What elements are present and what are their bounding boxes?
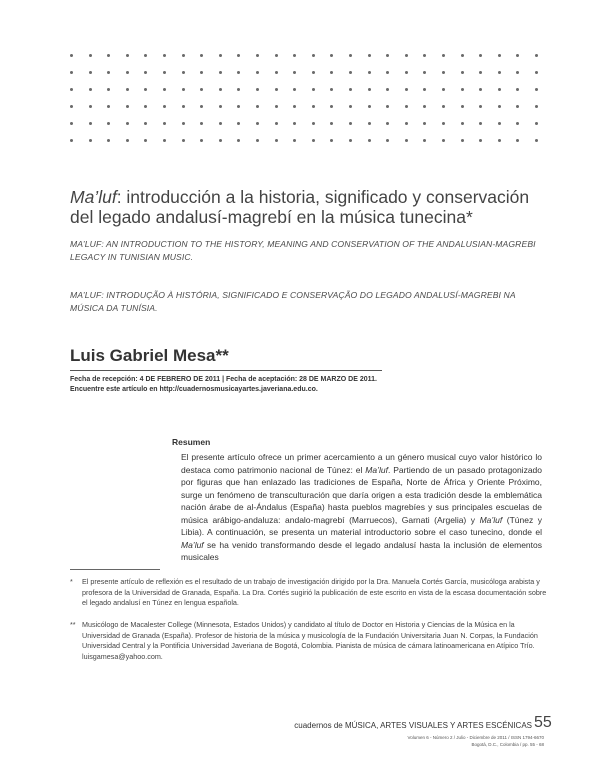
decorative-dot [442, 122, 445, 125]
decorative-dot [516, 122, 519, 125]
decorative-dot [312, 122, 315, 125]
decorative-dot [144, 71, 147, 74]
author-divider [70, 370, 382, 371]
decorative-dot [349, 71, 352, 74]
decorative-dot [516, 54, 519, 57]
decorative-dot [368, 88, 371, 91]
abstract-term: Ma’luf [181, 539, 204, 550]
decorative-dot [368, 105, 371, 108]
article-title [70, 187, 550, 227]
online-link-notice: Encuentre este artículo en http://cuadernosmusicayartes.javeriana.edu.co. [70, 386, 318, 393]
decorative-dot [200, 71, 203, 74]
decorative-dot [219, 105, 222, 108]
abstract-term: Ma’luf [479, 514, 503, 525]
decorative-dot [461, 71, 464, 74]
decorative-dot [461, 54, 464, 57]
decorative-dot [479, 71, 482, 74]
decorative-dot [498, 122, 501, 125]
article-title-portuguese: MA’LUF: INTRODUÇÃO À HISTÓRIA, SIGNIFICADO E CONSERVAÇÃO DO LEGADO ANDALUSÍ-MAGREBI NA MÚSICA DA TUNÍSIA. [70, 290, 516, 313]
decorative-dot [200, 88, 203, 91]
decorative-dot [516, 139, 519, 142]
decorative-dot [330, 54, 333, 57]
decorative-dot [330, 105, 333, 108]
decorative-dot [275, 54, 278, 57]
decorative-dot [330, 139, 333, 142]
decorative-dot [163, 139, 166, 142]
decorative-dot [498, 71, 501, 74]
decorative-dot [349, 105, 352, 108]
decorative-dot [479, 122, 482, 125]
reception-dates: Fecha de recepción: 4 DE FEBRERO DE 2011 | Fecha de aceptación: 28 DE MARZO DE 2011. [70, 376, 377, 383]
decorative-dot [423, 88, 426, 91]
decorative-dot [535, 88, 538, 91]
footnote-divider [70, 569, 160, 570]
article-title-term: Ma’luf [70, 187, 117, 207]
decorative-dot [163, 54, 166, 57]
article-title-english: MA’LUF: AN INTRODUCTION TO THE HISTORY, MEANING AND CONSERVATION OF THE ANDALUSIAN-MAGREBI LEGACY IN TUNISIAN MUSIC. [70, 239, 536, 262]
decorative-dot [423, 122, 426, 125]
decorative-dot [498, 88, 501, 91]
decorative-dot [70, 105, 73, 108]
decorative-dot [144, 139, 147, 142]
decorative-dot [70, 54, 73, 57]
decorative-dot [293, 54, 296, 57]
decorative-dot [330, 122, 333, 125]
decorative-dot [89, 122, 92, 125]
decorative-dot [349, 88, 352, 91]
decorative-dot [126, 88, 129, 91]
decorative-dot [516, 71, 519, 74]
decorative-dot [479, 88, 482, 91]
decorative-dot [144, 88, 147, 91]
decorative-dot [107, 139, 110, 142]
decorative-dot [423, 105, 426, 108]
decorative-dot [423, 71, 426, 74]
decorative-dot [516, 105, 519, 108]
decorative-dot [535, 54, 538, 57]
decorative-dot [405, 54, 408, 57]
decorative-dot [479, 54, 482, 57]
decorative-dot [535, 105, 538, 108]
decorative-dot [293, 139, 296, 142]
decorative-dot [219, 71, 222, 74]
decorative-dot [368, 122, 371, 125]
decorative-dot [516, 88, 519, 91]
decorative-dot [163, 122, 166, 125]
decorative-dot [70, 71, 73, 74]
footnote-text: El presente artículo de reflexión es el resultado de un trabajo de investigación dirigido por la Dra. Manuela Cortés García, musicóloga arabista y profesora de la Universidad de Granada, España. La Dra. Cortés sugirió la publicación de este escrito en vista de la escasa documentación sobre el legado andalusí en Túnez en lengua española. [82, 577, 547, 607]
decorative-dot [237, 122, 240, 125]
decorative-dot [144, 105, 147, 108]
decorative-dot [89, 139, 92, 142]
decorative-dot [237, 88, 240, 91]
abstract-body [181, 451, 542, 564]
decorative-dot [144, 54, 147, 57]
decorative-dot [386, 122, 389, 125]
decorative-dot [89, 105, 92, 108]
decorative-dot [126, 105, 129, 108]
decorative-dot [107, 54, 110, 57]
abstract-heading: Resumen [172, 437, 211, 447]
decorative-dot [330, 71, 333, 74]
decorative-dot [312, 88, 315, 91]
abstract-term: Ma’luf [365, 464, 388, 475]
decorative-dot [163, 71, 166, 74]
decorative-dot [275, 88, 278, 91]
decorative-dot [461, 105, 464, 108]
decorative-dot [330, 88, 333, 91]
journal-name: cuadernos de MÚSICA, ARTES VISUALES Y ARTES ESCÉNICAS [294, 721, 532, 730]
footnote-mark: * [70, 577, 73, 586]
decorative-dot [479, 139, 482, 142]
decorative-dot [293, 105, 296, 108]
decorative-dot [107, 122, 110, 125]
article-title-rest: : introducción a la historia, significado y conservación del legado andalusí-magrebí en la música tunecina* [70, 187, 530, 227]
decorative-dot [182, 122, 185, 125]
decorative-dot [144, 122, 147, 125]
decorative-dot [275, 105, 278, 108]
decorative-dot [126, 122, 129, 125]
issue-line: Volumen 6 - Número 2 / Julio - Diciembre de 2011 / ISSN 1794-6670 [407, 735, 544, 740]
decorative-dot [442, 88, 445, 91]
decorative-dot [126, 71, 129, 74]
decorative-dot [423, 54, 426, 57]
decorative-dot [498, 139, 501, 142]
decorative-dot [386, 54, 389, 57]
decorative-dot [293, 88, 296, 91]
decorative-dot [89, 71, 92, 74]
decorative-dot [535, 122, 538, 125]
decorative-dot [70, 122, 73, 125]
decorative-dot [275, 71, 278, 74]
decorative-dot [386, 139, 389, 142]
decorative-dot [237, 105, 240, 108]
decorative-dot [293, 122, 296, 125]
decorative-dot [70, 139, 73, 142]
decorative-dot [368, 54, 371, 57]
decorative-dot [275, 139, 278, 142]
decorative-dot [498, 105, 501, 108]
decorative-dot [405, 122, 408, 125]
decorative-dot [442, 139, 445, 142]
decorative-dot [256, 54, 259, 57]
abstract-text: (Túnez y Libia). A continuación, se presenta un material introductorio sobre el caso tunecino, donde el [181, 514, 542, 537]
decorative-dot [256, 122, 259, 125]
decorative-dot [70, 88, 73, 91]
decorative-dot [237, 139, 240, 142]
decorative-dot [89, 88, 92, 91]
decorative-dot [312, 71, 315, 74]
footnote-text: Musicólogo de Macalester College (Minnesota, Estados Unidos) y candidato al título de Doctor en Historia y Ciencias de la Música en la Universidad de Granada (España). Profesor de historia de la música y musicología de la Fundación Universitaria Juan N. Corpas, la Fundación Universidad Central y la Pontificia Universidad Javeriana de Bogotá, Colombia. Pianista de música de cámara latinoamericana en Atípico Trío. luisgamesa@yahoo.com. [82, 620, 538, 661]
decorative-dot [89, 54, 92, 57]
issue-line: Bogotá, D.C., Colombia / pp. 55 - 68 [471, 742, 544, 747]
decorative-dot [349, 122, 352, 125]
decorative-dot [498, 54, 501, 57]
decorative-dot [219, 88, 222, 91]
decorative-dot [386, 88, 389, 91]
decorative-dot [182, 139, 185, 142]
decorative-dot [182, 105, 185, 108]
decorative-dot [461, 139, 464, 142]
decorative-dot [405, 105, 408, 108]
decorative-dot [535, 139, 538, 142]
page-number: 55 [534, 714, 552, 731]
decorative-dot [256, 105, 259, 108]
footnote-mark: ** [70, 620, 76, 629]
decorative-dot [405, 88, 408, 91]
footnote-1 [70, 577, 550, 609]
decorative-dot [349, 139, 352, 142]
decorative-dot [405, 139, 408, 142]
author-name: Luis Gabriel Mesa** [70, 346, 229, 365]
decorative-dot [219, 139, 222, 142]
decorative-dot [312, 54, 315, 57]
decorative-dot [182, 88, 185, 91]
decorative-dot [349, 54, 352, 57]
decorative-dot [256, 139, 259, 142]
decorative-dot [293, 71, 296, 74]
decorative-dot [126, 54, 129, 57]
decorative-dot [163, 105, 166, 108]
footnote-2 [70, 620, 550, 662]
decorative-dot [461, 122, 464, 125]
decorative-dot [163, 88, 166, 91]
issue-info [408, 734, 545, 748]
decorative-dot [200, 54, 203, 57]
decorative-dot [368, 139, 371, 142]
decorative-dot [237, 71, 240, 74]
decorative-dot [219, 54, 222, 57]
decorative-dot [182, 71, 185, 74]
decorative-dot [200, 139, 203, 142]
decorative-dot [182, 54, 185, 57]
decorative-dot [107, 71, 110, 74]
decorative-dot [368, 71, 371, 74]
decorative-dot [442, 54, 445, 57]
decorative-dot [461, 88, 464, 91]
decorative-dot [237, 54, 240, 57]
decorative-dot [256, 71, 259, 74]
decorative-dot [219, 122, 222, 125]
decorative-dot [423, 139, 426, 142]
abstract-text: se ha venido transformando desde el legado andalusí hasta la inclusión de elementos musicales [181, 539, 542, 562]
decorative-dot [107, 105, 110, 108]
decorative-dot [312, 105, 315, 108]
decorative-dot [200, 122, 203, 125]
decorative-dot [386, 71, 389, 74]
decorative-dot [535, 71, 538, 74]
decorative-dot [312, 139, 315, 142]
abstract-text: El presente artículo ofrece un primer acercamiento a un género musical cuyo valor histórico lo destaca como patrimonio nacional de Túnez: el [181, 452, 542, 475]
decorative-dot [405, 71, 408, 74]
decorative-dot [442, 105, 445, 108]
decorative-dot [107, 88, 110, 91]
decorative-dot [275, 122, 278, 125]
decorative-dot [256, 88, 259, 91]
abstract-text: . Partiendo de un pasado protagonizado por figuras que han enlazado las tradiciones de España, Norte de África y Oriente Próximo, surge un fenómeno de transculturación que daría origen a esta tradición desde la emblemática nación árabe de al-Ándalus (España) hasta pueblos magrebíes y sus principales escuelas de música arábigo-andaluza: andalo-magrebí (Marruecos), Garnati (Argelia) y [181, 464, 543, 525]
decorative-dot [200, 105, 203, 108]
decorative-dot [126, 139, 129, 142]
decorative-dot [479, 105, 482, 108]
decorative-dot [442, 71, 445, 74]
decorative-dot [386, 105, 389, 108]
